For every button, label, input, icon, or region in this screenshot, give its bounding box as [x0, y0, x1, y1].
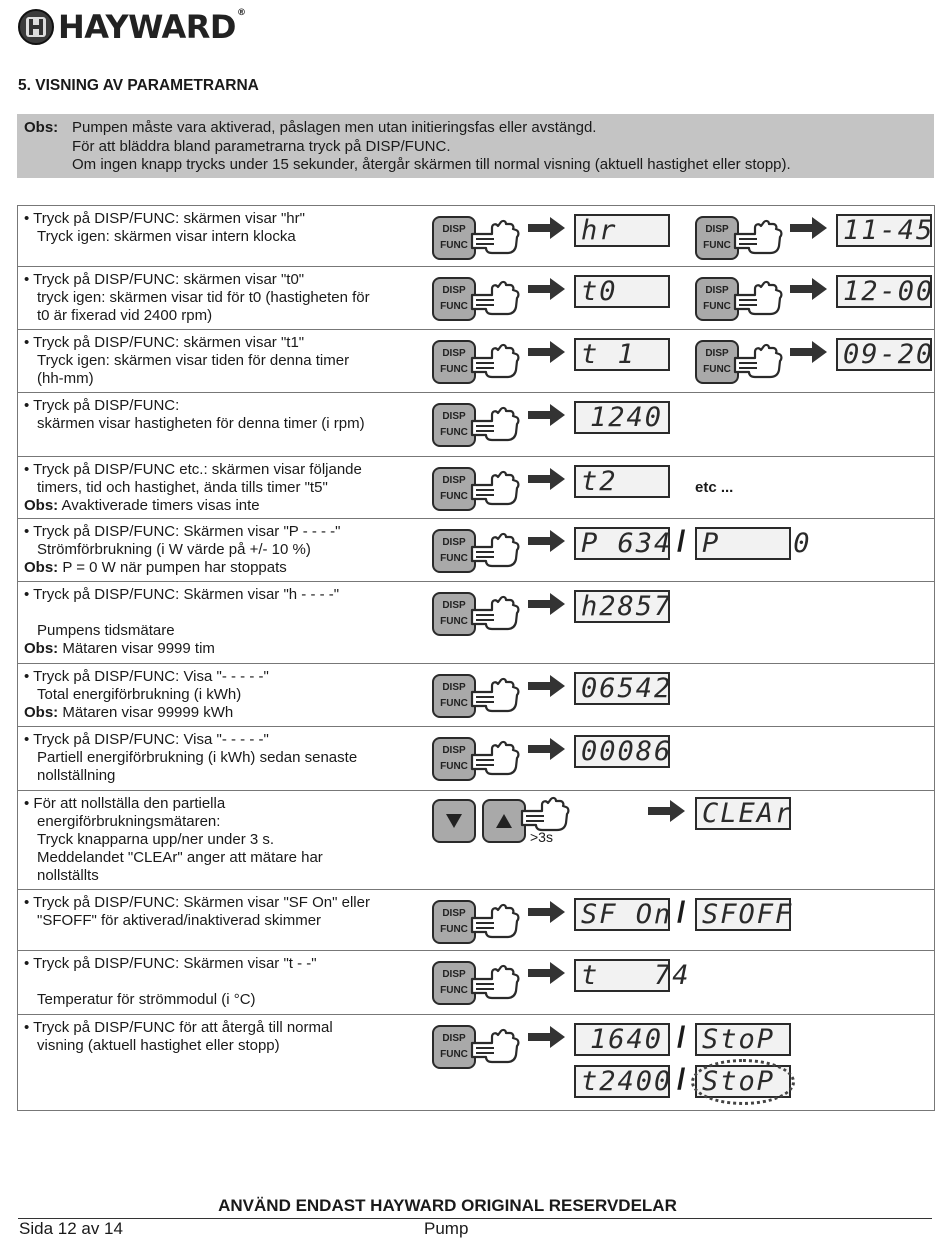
func-label: FUNC — [440, 240, 468, 251]
step-note — [24, 704, 436, 722]
func-label: FUNC — [440, 985, 468, 996]
step-text-line: skärmen visar hastigheten för denna timer (i rpm) — [37, 415, 365, 432]
step-text-line: timers, tid och hastighet, ända tills timer "t5" — [37, 479, 328, 496]
step-text-line: Partiell energiförbrukning (i kWh) sedan senaste — [37, 749, 358, 766]
step-description — [24, 668, 436, 722]
lcd-display: t0 — [574, 275, 670, 308]
note-line-3: Om ingen knapp trycks under 15 sekunder, återgår skärmen till normal visning (aktuell hastighet eller stopp). — [72, 156, 791, 173]
arrow-right-icon — [528, 737, 566, 761]
step-description — [24, 731, 436, 785]
arrow-right-icon — [528, 592, 566, 616]
section-title: 5. VISNING AV PARAMETRARNA — [18, 77, 259, 94]
lcd-display: 09-20 — [836, 338, 932, 371]
pressing-hand-icon — [733, 342, 785, 386]
disp-label: DISP — [442, 411, 466, 422]
disp-func-press — [432, 399, 522, 451]
func-label: FUNC — [440, 924, 468, 935]
disp-func-press — [432, 896, 522, 948]
step-text-line: nollställts — [37, 867, 99, 884]
disp-func-press — [432, 336, 522, 388]
arrow-right-icon — [528, 277, 566, 301]
step-row — [18, 951, 934, 1015]
step-text-line: tryck igen: skärmen visar tid för t0 (hastigheten för — [37, 289, 370, 306]
pressing-hand-icon — [470, 902, 522, 946]
note-line-1: Pumpen måste vara aktiverad, påslagen men utan initieringsfas eller avstängd. — [72, 119, 597, 136]
pressing-hand-icon — [470, 469, 522, 513]
disp-label: DISP — [442, 745, 466, 756]
pressing-hand-icon — [733, 279, 785, 323]
etc-label: etc ... — [695, 479, 734, 496]
arrow-right-icon — [790, 277, 828, 301]
arrow-right-icon — [528, 900, 566, 924]
disp-label: DISP — [442, 475, 466, 486]
down-button[interactable] — [432, 799, 476, 843]
step-text-line: Tryck igen: skärmen visar intern klocka — [37, 228, 296, 245]
step-description — [24, 955, 436, 1009]
step-note-text: Mätaren visar 99999 kWh — [58, 704, 234, 721]
disp-func-press — [695, 212, 785, 264]
step-text-line — [24, 973, 436, 991]
disp-func-press — [432, 588, 522, 640]
step-note-label: Obs: — [24, 559, 59, 576]
disp-func-press — [695, 336, 785, 388]
step-row — [18, 330, 934, 393]
footer-title: ANVÄND ENDAST HAYWARD ORIGINAL RESERVDELAR — [218, 1196, 677, 1215]
step-note-label: Obs: — [24, 704, 59, 721]
step-text-line: Temperatur för strömmodul (i °C) — [37, 991, 256, 1008]
triangle-down-icon — [445, 813, 463, 829]
disp-label: DISP — [442, 682, 466, 693]
disp-label: DISP — [442, 600, 466, 611]
step-text-line: Tryck igen: skärmen visar tiden för denna timer — [37, 352, 350, 369]
step-description — [24, 271, 436, 325]
brand-logo — [18, 8, 245, 46]
arrow-right-icon — [528, 961, 566, 985]
lcd-display: StoP — [695, 1065, 791, 1098]
step-text-line: • Tryck på DISP/FUNC: Visa "- - - - -" — [24, 731, 269, 748]
step-text-line: • Tryck på DISP/FUNC: skärmen visar "t1" — [24, 334, 305, 351]
arrow-right-icon — [790, 216, 828, 240]
step-text-line: Strömförbrukning (i W värde på +/- 10 %) — [37, 541, 311, 558]
lcd-display: t2 — [574, 465, 670, 498]
func-label: FUNC — [440, 698, 468, 709]
step-row — [18, 267, 934, 330]
arrow-right-icon — [528, 340, 566, 364]
display-separator: / — [677, 1063, 686, 1096]
pressing-hand-icon — [470, 405, 522, 449]
disp-func-press — [432, 957, 522, 1009]
pressing-hand-icon — [470, 1027, 522, 1071]
lcd-display: SF On — [574, 898, 670, 931]
step-note-text: Avaktiverade timers visas inte — [58, 497, 260, 514]
lcd-display: h2857 — [574, 590, 670, 623]
note-label: Obs: — [24, 119, 59, 136]
arrow-right-icon — [528, 529, 566, 553]
disp-label: DISP — [442, 969, 466, 980]
step-note — [24, 559, 436, 577]
step-text-line: visning (aktuell hastighet eller stopp) — [37, 1037, 280, 1054]
brand-name: HAYWARD® — [58, 8, 246, 46]
func-label: FUNC — [440, 427, 468, 438]
parameter-steps-table — [17, 205, 935, 1111]
lcd-display: 00086 — [574, 735, 670, 768]
lcd-display: 1640 — [574, 1023, 670, 1056]
hayward-logo-icon — [18, 9, 54, 45]
pressing-hand-icon — [470, 531, 522, 575]
step-text-line: • Tryck på DISP/FUNC: skärmen visar "t0" — [24, 271, 305, 288]
pressing-hand-icon — [470, 594, 522, 638]
step-row — [18, 457, 934, 519]
step-description — [24, 461, 436, 515]
product-name: Pump — [424, 1219, 469, 1238]
pressing-hand-icon — [470, 279, 522, 323]
disp-func-press — [432, 463, 522, 515]
pressing-hand-icon — [470, 739, 522, 783]
step-description — [24, 523, 436, 577]
disp-func-press — [432, 212, 522, 264]
step-text-line: nollställning — [37, 767, 116, 784]
arrow-right-icon — [790, 340, 828, 364]
lcd-display: StoP — [695, 1023, 791, 1056]
disp-label: DISP — [442, 285, 466, 296]
step-note-text: P = 0 W när pumpen har stoppats — [58, 559, 287, 576]
arrow-right-icon — [528, 216, 566, 240]
note-box — [17, 114, 934, 178]
step-description — [24, 397, 436, 433]
func-label: FUNC — [440, 364, 468, 375]
step-text-line: Meddelandet "CLEAr" anger att mätare har — [37, 849, 323, 866]
step-row — [18, 393, 934, 457]
footer-divider — [18, 1218, 932, 1219]
disp-func-press — [432, 525, 522, 577]
func-label: FUNC — [703, 301, 731, 312]
disp-label: DISP — [442, 537, 466, 548]
display-separator: / — [677, 896, 686, 929]
step-text-line — [24, 604, 436, 622]
step-text-line: • Tryck på DISP/FUNC: Skärmen visar "h - - - -" — [24, 586, 340, 603]
disp-label: DISP — [442, 224, 466, 235]
note-line-2: För att bläddra bland parametrarna tryck på DISP/FUNC. — [72, 137, 451, 155]
func-label: FUNC — [440, 553, 468, 564]
func-label: FUNC — [440, 491, 468, 502]
disp-func-press — [432, 670, 522, 722]
func-label: FUNC — [440, 1049, 468, 1060]
pressing-hand-icon — [470, 676, 522, 720]
step-text-line: Total energiförbrukning (i kWh) — [37, 686, 242, 703]
lcd-display: P 0 — [695, 527, 791, 560]
step-text-line: • Tryck på DISP/FUNC: Skärmen visar "SF On" eller — [24, 894, 370, 911]
step-row — [18, 519, 934, 582]
disp-label: DISP — [705, 224, 729, 235]
func-label: FUNC — [440, 761, 468, 772]
step-note — [24, 497, 436, 515]
step-text-line: • Tryck på DISP/FUNC: — [24, 397, 180, 414]
blinking-indicator — [691, 1059, 795, 1105]
arrow-right-icon — [648, 799, 686, 823]
step-note — [24, 640, 436, 658]
step-text-line: "SFOFF" för aktiverad/inaktiverad skimmer — [37, 912, 322, 929]
step-text-line: (hh-mm) — [37, 370, 94, 387]
lcd-display: hr — [574, 214, 670, 247]
step-text-line: Tryck knapparna upp/ner under 3 s. — [37, 831, 275, 848]
lcd-display: SFOFF — [695, 898, 791, 931]
lcd-display: 11-45 — [836, 214, 932, 247]
disp-func-press — [432, 1021, 522, 1073]
arrow-right-icon — [528, 467, 566, 491]
step-text-line: • Tryck på DISP/FUNC: Skärmen visar "t - -" — [24, 955, 317, 972]
step-description — [24, 586, 436, 658]
pressing-hand-icon — [470, 218, 522, 262]
step-text-line: Pumpens tidsmätare — [37, 622, 175, 639]
lcd-display: P 634 — [574, 527, 670, 560]
disp-label: DISP — [442, 348, 466, 359]
step-text-line: t0 är fixerad vid 2400 rpm) — [37, 307, 213, 324]
arrow-right-icon — [528, 1025, 566, 1049]
step-row — [18, 206, 934, 267]
lcd-display: 06542 — [574, 672, 670, 705]
step-text-line: • Tryck på DISP/FUNC etc.: skärmen visar följande — [24, 461, 362, 478]
lcd-display: CLEAr — [695, 797, 791, 830]
display-separator: / — [677, 1021, 686, 1054]
func-label: FUNC — [440, 616, 468, 627]
lcd-display: 12-00 — [836, 275, 932, 308]
step-description — [24, 795, 436, 885]
func-label: FUNC — [703, 240, 731, 251]
step-description — [24, 894, 436, 930]
step-text-line: • Tryck på DISP/FUNC: Skärmen visar "P - - - -" — [24, 523, 341, 540]
step-description — [24, 1019, 436, 1055]
pressing-hand-icon — [733, 218, 785, 262]
step-note-label: Obs: — [24, 640, 59, 657]
step-row — [18, 582, 934, 664]
pressing-hand-icon — [470, 342, 522, 386]
arrow-right-icon — [528, 674, 566, 698]
arrow-right-icon — [528, 403, 566, 427]
step-note-text: Mätaren visar 9999 tim — [58, 640, 215, 657]
disp-label: DISP — [442, 1033, 466, 1044]
lcd-display: t 1 — [574, 338, 670, 371]
step-row — [18, 791, 934, 890]
display-separator: / — [677, 525, 686, 558]
disp-func-press — [432, 733, 522, 785]
step-text-line: energiförbrukningsmätaren: — [37, 813, 221, 830]
step-text-line: • Tryck på DISP/FUNC för att återgå till normal — [24, 1019, 333, 1036]
step-note-label: Obs: — [24, 497, 59, 514]
disp-label: DISP — [705, 348, 729, 359]
func-label: FUNC — [440, 301, 468, 312]
step-description — [24, 210, 436, 246]
disp-func-press — [432, 273, 522, 325]
step-row — [18, 890, 934, 951]
step-row — [18, 727, 934, 791]
disp-func-press — [695, 273, 785, 325]
step-row — [18, 664, 934, 727]
disp-label: DISP — [705, 285, 729, 296]
page-number: Sida 12 av 14 — [19, 1219, 123, 1238]
step-description — [24, 334, 436, 388]
lcd-display: t 74 — [574, 959, 670, 992]
step-text-line: • För att nollställa den partiella — [24, 795, 226, 812]
step-row — [18, 1015, 934, 1111]
disp-label: DISP — [442, 908, 466, 919]
lcd-display: 1240 — [574, 401, 670, 434]
step-text-line: • Tryck på DISP/FUNC: skärmen visar "hr" — [24, 210, 305, 227]
step-text-line: • Tryck på DISP/FUNC: Visa "- - - - -" — [24, 668, 269, 685]
pressing-hand-icon — [470, 963, 522, 1007]
func-label: FUNC — [703, 364, 731, 375]
lcd-display: t2400 — [574, 1065, 670, 1098]
hold-duration: >3s — [530, 829, 553, 845]
triangle-up-icon — [495, 813, 513, 829]
